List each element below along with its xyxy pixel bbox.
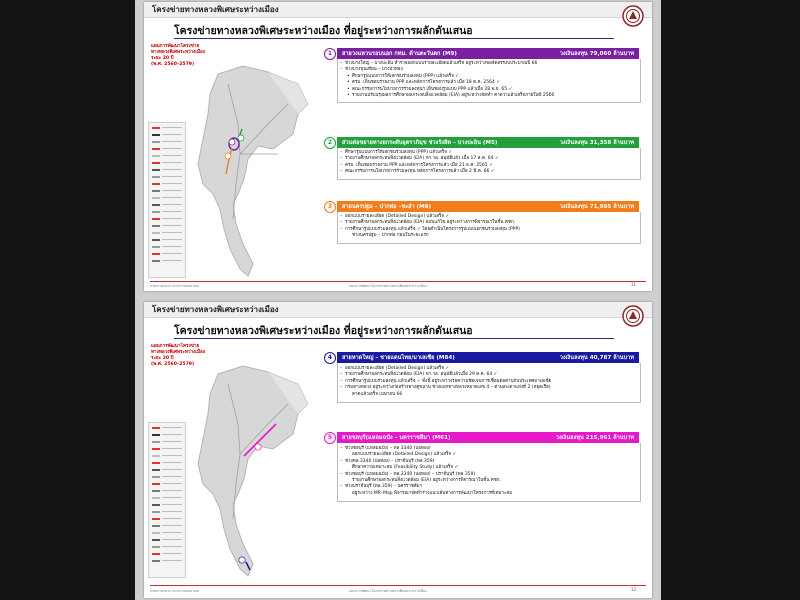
- footer-divider: [150, 281, 646, 282]
- project-number: 5: [324, 432, 336, 444]
- slide-top-bar: [144, 302, 652, 318]
- page-number: 12: [630, 587, 636, 592]
- footer-center: แผนการพัฒนาโครงข่ายทางหลวงพิเศษระหว่างเมือง: [349, 589, 427, 593]
- plan-label-line: ทางหลวงพิเศษระหว่างเมือง: [151, 50, 206, 55]
- detail-line: – การศึกษารูปแบบร่วมลงทุน แล้วเสร็จ ✓ โดยดำเนินโครงการรูปแบบเอกชนร่วมลงทุน (PPP): [338, 227, 640, 233]
- project-details: [337, 363, 641, 403]
- detail-line: • คณะกรรมการนโยบายการร่วมลงทุนฯ เห็นชอบรูปแบบ PPP แล้วเมื่อ 28 พ.ย. 65 ✓: [338, 87, 640, 93]
- plan-label-line: ระยะ 20 ปี: [151, 356, 174, 361]
- detail-line: – ช่วงทล.3340 (บ่อทอง) – ปราจีนบุรี (ทล.359): [338, 459, 640, 465]
- page-number: 11: [630, 282, 636, 287]
- project-title-bar: [337, 137, 639, 148]
- detail-line: – รายงานศึกษาผลกระทบสิ่งแวดล้อม (EIA) กก.วล. อนุมัติแล้ว เมื่อ 17 ส.ค. 64 ✓: [338, 156, 640, 162]
- detail-line: – ออกแบบรายละเอียด (Detailed Design) แล้วเสร็จ ✓: [338, 214, 640, 220]
- footer-divider: [150, 585, 646, 586]
- detail-line: – ช่วงชลบุรี (แหลมฉบัง) – ทล.3340 (บ่อทอง) – ปราจีนบุรี (ทล.359): [338, 472, 640, 478]
- plan-label-line: ทางหลวงพิเศษระหว่างเมือง: [151, 350, 206, 355]
- project-budget: วงเงินลงทุน 215,961 ล้านบาท: [555, 435, 634, 441]
- plan-label-line: แผนการพัฒนาโครงข่าย: [151, 44, 200, 49]
- project-name: สายนครปฐม – ปากท่อ –ชะอำ (M8): [342, 204, 432, 210]
- detail-line: – การศึกษารูปแบบร่วมลงทุน แล้วเสร็จ ✓ ทั้งนี้ อยู่ระหว่างรอความชัดเจนการเชื่อมต่อด่านกับประเทศมาเลเซีย: [338, 379, 640, 385]
- detail-line: – ช่วงชลบุรี (แหลมฉบัง) – ทล.3340 (บ่อทอง): [338, 446, 640, 452]
- department-seal-icon: [622, 305, 644, 327]
- detail-line: ศึกษาความเหมาะสม (Feasibility Study) แล้วเสร็จ ✓: [352, 465, 459, 471]
- detail-line: – ช่วงบางขุนเทียน – บางบัวทอง: [338, 67, 640, 73]
- map-legend: [148, 122, 186, 278]
- department-seal-icon: [622, 5, 644, 27]
- detail-line: • ศึกษารูปแบบการให้เอกชนร่วมลงทุน (PPP) แล้วเสร็จ ✓: [338, 74, 640, 80]
- detail-line: – ครม. เห็นชอบรายงาน PPP และหลักการโครงการแล้ว เมื่อ 21 ธ.ค. 2565 ✓: [338, 163, 640, 169]
- project-number: 1: [324, 48, 336, 60]
- detail-line: – คณะกรรมการนโยบายการร่วมลงทุน หลักการโครงการแล้ว เมื่อ 2 มี.ค. 66 ✓: [338, 169, 640, 175]
- project-name: ส่วนต่อขยายทางยกระดับอุตราภิมุข ช่วงรังสิต – บางปะอิน (M5): [342, 140, 498, 146]
- detail-line: คาดแล้วเสร็จ เมษายน 66: [352, 391, 403, 397]
- slide-top-bar: [144, 2, 652, 18]
- detail-line: – ออกแบบรายละเอียด (Detailed Design) แล้วเสร็จ ✓: [338, 366, 640, 372]
- detail-line: อยู่ระหว่าง MR–Map พิจารณาจัดทำร่างแนวเส้นทางการพัฒนาโครงการที่เหมาะสม: [352, 490, 513, 496]
- slide-heading: โครงข่ายทางหลวงพิเศษระหว่างเมือง ที่อยู่ระหว่างการผลักดันเสนอ: [174, 325, 473, 337]
- project-name: สายหาดใหญ่ – ชายแดนไทย/มาเลเซีย (M84): [342, 355, 455, 361]
- project-title-bar: [337, 352, 639, 363]
- project-details: [337, 148, 641, 180]
- project-name: สายชลบุรี(แหลมฉบัง – นครราชสีมา (M61): [342, 435, 451, 441]
- plan-label: [151, 44, 205, 68]
- slide-top-title: โครงข่ายทางหลวงพิเศษระหว่างเมือง: [152, 5, 279, 14]
- project-name: สายวงแหวนรอบนอก กทม. ด้านตะวันตก (M9): [342, 51, 457, 57]
- heading-divider: [174, 38, 614, 39]
- footer-left: กรมทางหลวง กระทรวงคมนาคม: [150, 589, 199, 593]
- slide-heading: โครงข่ายทางหลวงพิเศษระหว่างเมือง ที่อยู่ระหว่างการผลักดันเสนอ: [174, 25, 473, 37]
- footer-center: แผนการพัฒนาโครงข่ายทางหลวงพิเศษระหว่างเมือง: [349, 284, 427, 288]
- detail-line: • รายงานปรับปรุงผลการศึกษาผลกระทบสิ่งแวดล้อม (EIA) อยู่ระหว่างจัดทำ คาดว่าแล้วเสร็จภายในปี 2566: [338, 93, 640, 99]
- slide-top-title: โครงข่ายทางหลวงพิเศษระหว่างเมือง: [152, 305, 279, 314]
- project-details: [337, 59, 641, 103]
- project-title-bar: [337, 48, 639, 59]
- plan-label-line: (พ.ศ. 2560–2579): [151, 362, 195, 367]
- project-budget: วงเงินลงทุน 71,995 ล้านบาท: [559, 204, 634, 210]
- plan-label-line: (พ.ศ. 2560–2579): [151, 62, 195, 67]
- plan-label-line: ระยะ 20 ปี: [151, 56, 174, 61]
- plan-label: [151, 344, 205, 368]
- detail-line: – รายงานศึกษาผลกระทบสิ่งแวดล้อม (EIA) ฉบับแก้ไข อยู่ระหว่างการพิจารณาในชั้น คชก.: [338, 220, 640, 226]
- project-title-bar: [337, 201, 639, 212]
- project-budget: วงเงินลงทุน 79,060 ล้านบาท: [559, 51, 634, 57]
- heading-divider: [174, 338, 614, 339]
- detail-line: – รายงานศึกษาผลกระทบสิ่งแวดล้อม (EIA) กก.วล. อนุมัติแล้วเมื่อ 29 ต.ค. 64 ✓: [338, 372, 640, 378]
- detail-line: ออกแบบรายละเอียด (Detailed Design) แล้วเสร็จ ✓: [352, 452, 457, 458]
- project-budget: วงเงินลงทุน 31,358 ล้านบาท: [559, 140, 634, 146]
- detail-line: – ช่วงปราจีนบุรี (ทล.359) – นครราชสีมา: [338, 484, 640, 490]
- detail-line: – กรมทางหลวง อยู่ระหว่างก่อสร้างทางคู่ขนาน ช่วงแยกทางหลวงหมายเลข 4 – ด่านสะเดาแห่งที่ 2 (หยุดเรือ): [338, 385, 640, 391]
- map-legend: [148, 422, 186, 578]
- slide-page-11: [144, 2, 652, 291]
- detail-line: รายงานศึกษาผลกระทบสิ่งแวดล้อม (EIA) อยู่ระหว่างการพิจารณาในชั้น คชก.: [352, 478, 501, 484]
- project-budget: วงเงินลงทุน 40,787 ล้านบาท: [559, 355, 634, 361]
- detail-line: – ศึกษารูปแบบการให้เอกชนร่วมลงทุน (PPP) แล้วเสร็จ ✓: [338, 150, 640, 156]
- project-details: [337, 443, 641, 502]
- project-title-bar: [337, 432, 639, 443]
- plan-label-line: แผนการพัฒนาโครงข่าย: [151, 344, 200, 349]
- footer-left: กรมทางหลวง กระทรวงคมนาคม: [150, 284, 199, 288]
- project-number: 2: [324, 137, 336, 149]
- slide-page-12: [144, 302, 652, 598]
- project-number: 4: [324, 352, 336, 364]
- detail-line: ช่วงนครปฐม – ปากท่อ ก่อนในระยะแรก: [352, 233, 429, 239]
- project-number: 3: [324, 201, 336, 213]
- project-details: [337, 212, 641, 244]
- detail-line: • ครม. เห็นชอบรายงาน PPP และหลักการโครงการแล้ว เมื่อ 18 ต.ค. 2564 ✓: [338, 80, 640, 86]
- detail-line: – ช่วงบางใหญ่ – บางปะอิน สำรวจออกแบบรายละเอียดแล้วเสร็จ อยู่ระหว่างขอจัดสรรงบประมาณปี 66: [338, 61, 640, 67]
